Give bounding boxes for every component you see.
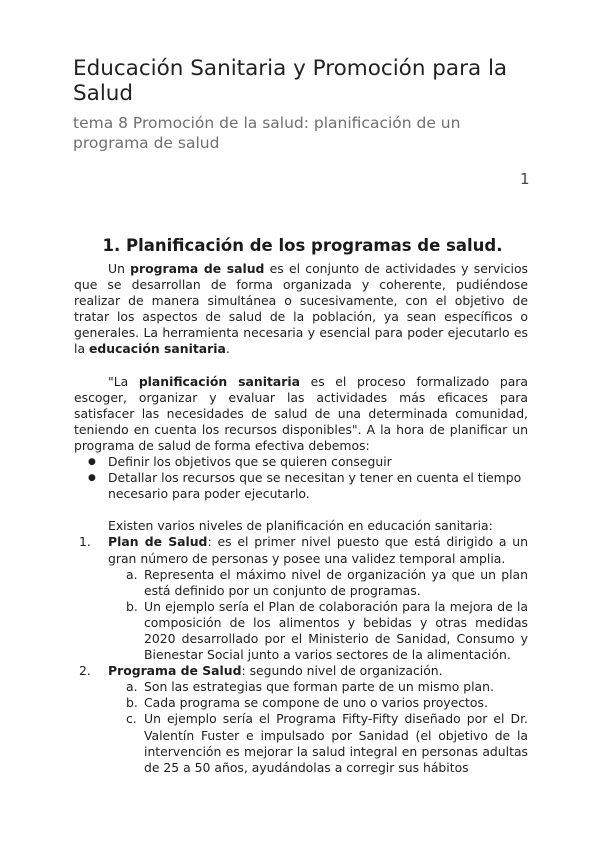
numbered-item-plan [74, 534, 528, 566]
paragraph-levels-intro: Existen varios niveles de planificación en educación sanitaria: [108, 518, 493, 534]
paragraph-planning-definition [74, 374, 528, 454]
document-title: Educación Sanitaria y Promoción para la Salud [73, 56, 508, 106]
item-letter: b. [126, 695, 138, 711]
document-subtitle: tema 8 Promoción de la salud: planificación de un programa de salud [73, 114, 461, 152]
sub-item [74, 599, 528, 663]
bold-term: Plan de Salud [108, 534, 208, 550]
bold-term: Programa de Salud [108, 663, 242, 679]
text-run: Un ejemplo sería el Programa Fifty-Fifty diseñado por el Dr. Valentín Fuster e impulsado por Sanidad (el objetivo de la intervención es mejorar la salud integral en personas adultas de 25 a 50 años, ayudándolas a corregir sus hábitos [144, 711, 528, 775]
document-body [74, 261, 528, 776]
item-letter: a. [126, 679, 138, 695]
bullet-item: ● Detallar los recursos que se necesitan y tener en cuenta el tiempo necesario para poder ejecutarlo. [74, 470, 528, 502]
text-run: es el proceso formalizado para escoger, organizar y evaluar las actividades más eficaces para satisfacer las necesidades de salud de una determinada comunidad, teniendo en cuenta los recursos disponibles". A la hora de planificar un programa de salud de forma efectiva debemos: [74, 373, 528, 453]
item-number: 2. [79, 663, 91, 679]
text-run: : es el primer nivel puesto que está dirigido a un gran número de personas y posee una validez temporal amplia. [108, 534, 529, 566]
numbered-item-program [74, 663, 528, 679]
bold-term: educación sanitaria [88, 341, 226, 357]
bold-term: programa de salud [130, 261, 265, 276]
text-run: . [225, 341, 230, 357]
bullet-list [74, 454, 528, 502]
text-run: Cada programa se compone de uno o varios proyectos. [144, 695, 488, 711]
sub-item [74, 711, 528, 775]
item-letter: a. [126, 566, 138, 582]
section-heading: 1. Planificación de los programas de salud. [102, 236, 503, 255]
text-run: "La [108, 373, 139, 389]
item-letter: b. [126, 598, 138, 614]
sub-item [74, 567, 528, 599]
sub-item [74, 695, 528, 711]
text-run: : segundo nivel de organización. [241, 663, 443, 679]
text-run: es el conjunto de actividades y servicios que se desarrollan de forma organizada y coherente, pudiéndose realizar de manera simultánea o sucesivamente, con el objetivo de tratar los aspectos de salud de la población, ya sean específicos o generales. La herramienta necesaria y esencial para poder ejecutarlo es la [74, 261, 528, 357]
text-run: Un [108, 261, 131, 276]
text-run: Un ejemplo sería el Plan de colaboración para la mejora de la composición de los alimentos y bebidas y otras medidas 2020 desarrollado por el Ministerio de Sanidad, Consumo y Bienestar Social junto a varios sectores de la alimentación. [144, 598, 528, 663]
text-run: Representa el máximo nivel de organización ya que un plan está definido por un conjunto de programas. [144, 566, 528, 598]
item-number: 1. [79, 534, 91, 550]
bold-term: planificación sanitaria [138, 373, 300, 389]
paragraph-program-definition [74, 261, 528, 358]
bullet-item: ● Definir los objetivos que se quieren conseguir [74, 454, 528, 470]
text-run: Son las estrategias que forman parte de un mismo plan. [144, 679, 494, 695]
page-number: 1 [520, 170, 530, 188]
item-letter: c. [126, 711, 137, 727]
sub-item [74, 679, 528, 695]
